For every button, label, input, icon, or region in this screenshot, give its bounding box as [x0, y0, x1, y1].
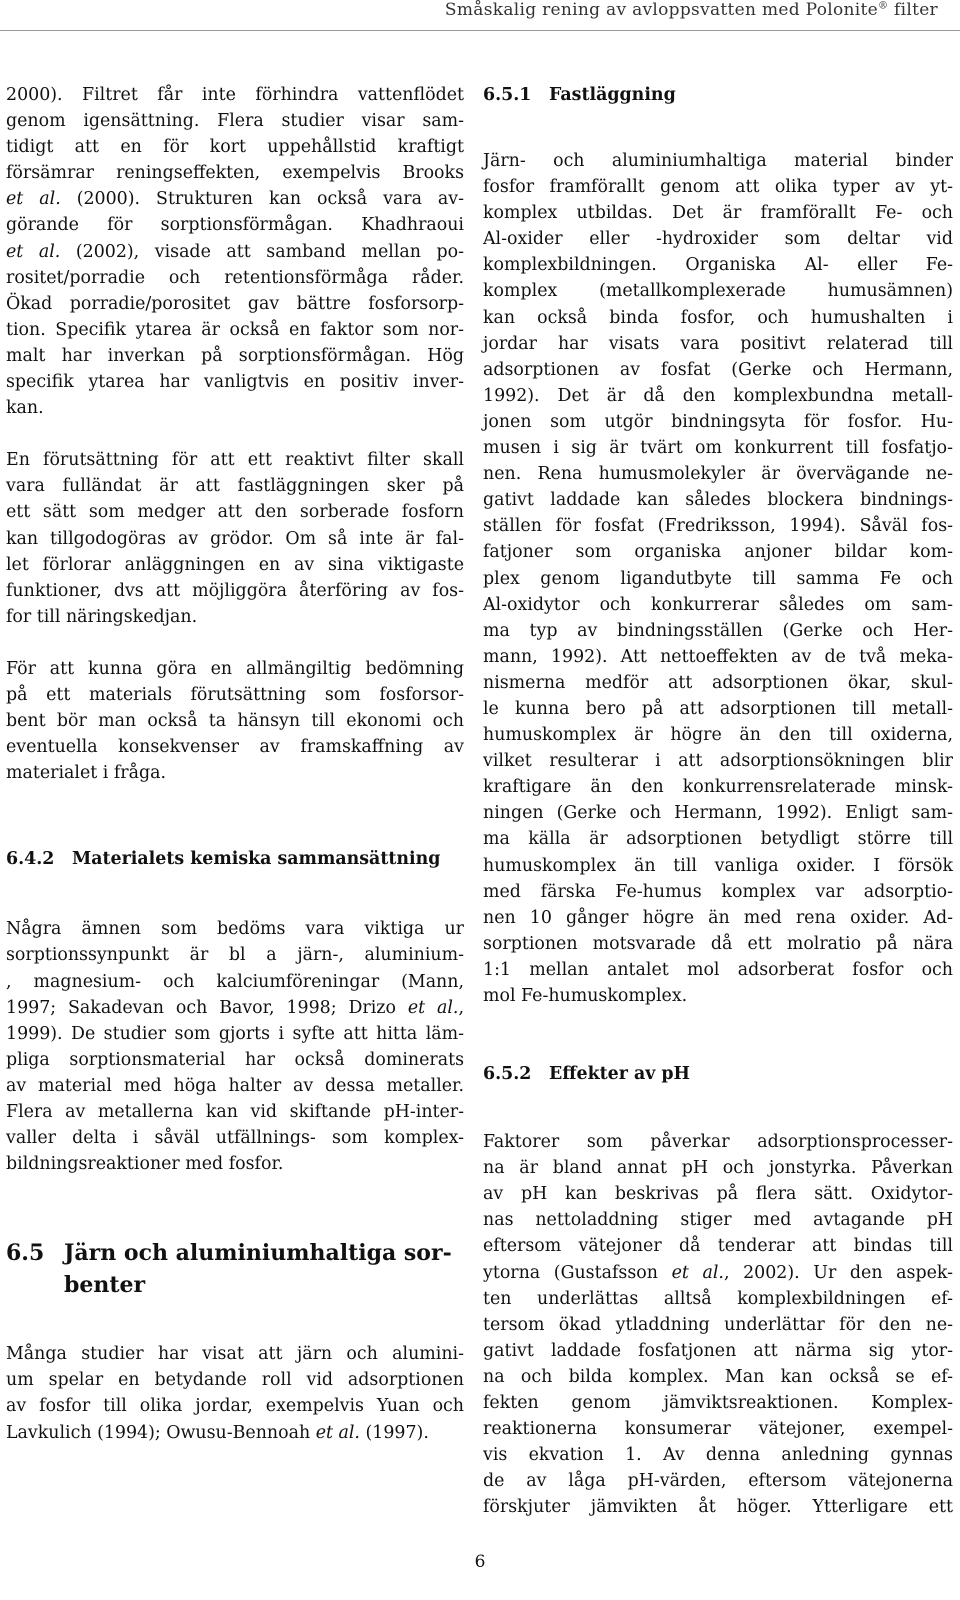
text-line: eventuella konsekvenser av framskaffning av: [6, 737, 464, 758]
text-line: funktioner, dvs att möjliggöra återföring av fos-: [6, 580, 464, 601]
text-line: genom igensättning. Flera studier visar sam-: [6, 111, 464, 132]
text-line: tion. Specifik ytarea är också en faktor som nor-: [6, 319, 464, 340]
text-line: Al-oxider eller -hydroxider som deltar vid: [483, 229, 953, 250]
paragraph-chemical-composition: [6, 916, 464, 1177]
text-line: 1999). De studier som gjorts i syfte att hitta läm-: [6, 1023, 464, 1044]
text-line: materialet i fråga.: [6, 763, 166, 784]
text-line: malt har inverkan på sorptionsförmågan. Hög: [6, 345, 464, 366]
text-line: nas nettoladdning stiger med avtagande pH: [483, 1210, 953, 1231]
text-line: na är bland annat pH och jonstyrka. Påverkan: [483, 1158, 953, 1179]
text-line: 1992). Det är då den komplexbundna metall-: [483, 385, 953, 406]
text-line: vis ekvation 1. Av denna anledning gynnas: [483, 1445, 953, 1466]
text-line: ma källa är adsorptionen betydligt större till: [483, 829, 953, 850]
text-line: ställen för fosfat (Fredriksson, 1994). Såväl fos-: [483, 516, 953, 537]
page-number: 6: [474, 1552, 486, 1572]
citation-et-al: et al.: [315, 1422, 360, 1443]
text-line: av material med höga halter av dessa metaller.: [6, 1075, 464, 1096]
text-line: kan också binda fosfor, och humushalten i: [483, 307, 953, 328]
header-rule: [0, 30, 960, 31]
text-line: komplexbildningen. Organiska Al- eller Fe-: [483, 255, 953, 276]
section-heading-6-5: [6, 1237, 464, 1301]
text-line: ten underlättas alltså komplexbildningen ef-: [483, 1288, 953, 1309]
text-line: 2000). Filtret får inte förhindra vattenflödet: [6, 85, 464, 105]
text-line: musen i sig är tvärt om konkurrent till fosfatjo-: [483, 438, 953, 459]
text-line: bent bör man också ta hänsyn till ekonomi och: [6, 711, 464, 732]
text-line: komplex utbildas. Det är framförallt Fe- och: [483, 203, 953, 224]
text-line: humuskomplex än till vanliga oxider. I försök: [483, 855, 953, 876]
text-line: le kunna bero på att adsorptionen till metall-: [483, 698, 953, 719]
paragraph-filter-structure: [6, 82, 464, 421]
text-line: ma typ av bindningsställen (Gerke och Her-: [483, 620, 953, 641]
section-number: 6.5: [6, 1240, 45, 1267]
text-line: um spelar en betydande roll vid adsorptionen: [6, 1370, 464, 1391]
text-line: bildningsreaktioner med fosfor.: [6, 1154, 284, 1175]
text-line: Ökad porradie/porositet gav bättre fosforsorp-: [6, 293, 464, 314]
section-title: Järn och aluminiumhaltiga sor-: [64, 1240, 452, 1267]
text-line: mann, 1992). Att nettoeffekten av de två meka-: [483, 646, 953, 667]
left-column: [6, 82, 464, 1446]
citation-et-al: et al.: [6, 189, 61, 210]
text-line: ett sätt som medger att den sorberade fosforn: [6, 502, 464, 523]
registered-mark: ®: [877, 0, 889, 12]
text-line: En förutsättning för att ett reaktivt filter skall: [6, 450, 464, 471]
text-line: fatjoner som organiska anjoner bildar kom-: [483, 542, 953, 563]
text-line: for till näringskedjan.: [6, 606, 198, 627]
text-line: Järn- och aluminiumhaltiga material binder: [483, 151, 953, 171]
citation-et-al: et al.: [407, 997, 459, 1018]
text-line: pliga sorptionsmaterial har också dominerats: [6, 1049, 464, 1070]
section-heading-6-5-2: [483, 1061, 953, 1087]
text-line: reaktionerna konsumerar vätejoner, exempel-: [483, 1419, 953, 1440]
section-number: 6.5.1: [483, 85, 532, 105]
text-line: jonen som utgör bindningsyta för fosfor. Hu-: [483, 411, 953, 432]
text-line: ningen (Gerke och Hermann, 1992). Enligt sam-: [483, 803, 953, 824]
text-line: de av låga pH-värden, eftersom vätejonerna: [483, 1471, 953, 1492]
header-title: Småskalig rening av avloppsvatten med Polonite: [444, 0, 878, 20]
text-line: gativt laddade fosfatjonen att närma sig ytor-: [483, 1340, 953, 1361]
text-line: valler delta i såväl utfällnings- som komplex-: [6, 1128, 464, 1149]
section-title: Effekter av pH: [549, 1064, 690, 1085]
text-line: sorptionen motsvarade då ett molratio på nära: [483, 933, 953, 954]
text-line: gativt laddade kan således blockera bindnings-: [483, 490, 953, 511]
paragraph-assessment: [6, 656, 464, 786]
citation-et-al: et al.: [6, 241, 61, 262]
text-line: 1997; Sakadevan och Bavor, 1998; Drizo et al.,: [6, 997, 464, 1018]
text-line: et al. (2000). Strukturen kan också vara av-: [6, 189, 464, 210]
paragraph-iron-aluminium: [6, 1341, 464, 1445]
text-line: kan tillgodogöras av grödor. Om så inte är fal-: [6, 528, 464, 549]
text-line: rositet/porradie och retentionsförmåga råder.: [6, 267, 464, 288]
text-line: adsorptionen av fosfat (Gerke och Hermann,: [483, 359, 953, 380]
text-line: För att kunna göra en allmängiltig bedömning: [6, 658, 464, 679]
section-heading-6-4-2: [6, 846, 464, 872]
paragraph-ph-effects: [483, 1129, 953, 1520]
text-line: fekten genom jämviktsreaktionen. Komplex-: [483, 1393, 953, 1414]
section-number: 6.4.2: [6, 849, 55, 870]
paragraph-fixation: [483, 148, 953, 1009]
text-line: mol Fe-humuskomplex.: [483, 986, 688, 1006]
text-line: humuskomplex är högre än den till oxiderna,: [483, 725, 953, 746]
text-line: på ett materials förutsättning som fosforsor-: [6, 684, 464, 705]
text-line: ytorna (Gustafsson et al., 2002). Ur den aspek-: [483, 1262, 953, 1283]
text-line: Faktorer som påverkar adsorptionsprocesser-: [483, 1132, 953, 1153]
text-line: sorptionssynpunkt är bl a järn-, aluminium-: [6, 945, 464, 966]
text-line: Några ämnen som bedöms vara viktiga ur: [6, 919, 464, 940]
citation-et-al: et al.: [671, 1262, 724, 1283]
paragraph-reactive-filter: [6, 447, 464, 630]
text-line: försämrar reningseffekten, exempelvis Brooks: [6, 163, 464, 184]
text-line: 1:1 mellan antalet mol adsorberat fosfor och: [483, 959, 953, 980]
text-line: nismerna medför att adsorptionen ökar, skul-: [483, 672, 953, 693]
text-line: let förlorar anläggningen en av sina viktigaste: [6, 554, 464, 575]
right-column: [483, 82, 953, 1521]
text-line: specifik ytarea har vanligtvis en positiv inver-: [6, 372, 464, 393]
text-line: nen. Rena humusmolekyler är övervägande ne-: [483, 464, 953, 485]
section-number: 6.5.2: [483, 1064, 532, 1085]
text-line: med färska Fe-humus komplex var adsorptio-: [483, 881, 953, 902]
text-line: Många studier har visat att järn och alumini-: [6, 1344, 464, 1365]
text-line: fosfor framförallt genom att olika typer av yt-: [483, 177, 953, 198]
text-line: kan.: [6, 398, 44, 419]
text-line: komplex (metallkomplexerade humusämnen): [483, 281, 953, 302]
text-line: tersom ökad ytladdning underlättar för den ne-: [483, 1314, 953, 1335]
text-line: nen 10 gånger högre än med rena oxider. Ad-: [483, 907, 953, 928]
text-line: vara fulländat är att fastläggningen sker på: [6, 476, 464, 497]
section-title: Fastläggning: [549, 85, 676, 105]
section-title: Materialets kemiska sammansättning: [72, 849, 441, 870]
section-heading-6-5-1: [483, 82, 953, 108]
text-line: vilket resulterar i att adsorptionsökningen blir: [483, 751, 953, 772]
text-line: eftersom vätejoner då tenderar att bindas till: [483, 1236, 953, 1257]
text-line: Al-oxidytor och konkurrerar således om sam-: [483, 594, 953, 615]
text-line: av fosfor till olika jordar, exempelvis Yuan och: [6, 1396, 464, 1417]
text-line: av pH kan beskrivas på flera sätt. Oxidytor-: [483, 1184, 953, 1205]
text-line: görande för sorptionsförmågan. Khadhraoui: [6, 215, 464, 236]
text-line: plex genom ligandutbyte till samma Fe och: [483, 568, 953, 589]
text-line: na och bilda komplex. Man kan också se ef-: [483, 1366, 953, 1387]
text-line: , magnesium- och kalciumföreningar (Mann,: [6, 971, 464, 992]
text-line: et al. (2002), visade att samband mellan po-: [6, 241, 464, 262]
text-line: förskjuter jämvikten åt höger. Ytterligare ett: [483, 1497, 953, 1518]
text-line: tidigt att en för kort uppehållstid kraftigt: [6, 137, 464, 158]
text-line: kraftigare än den konkurrensrelaterade minsk-: [483, 777, 953, 798]
text-line: Lavkulich (1994); Owusu-Bennoah et al. (1997).: [6, 1422, 429, 1443]
section-title-continued: benter: [64, 1272, 146, 1299]
text-line: jordar har visats vara positivt relaterad till: [483, 333, 953, 354]
header-title-suffix: filter: [888, 0, 938, 20]
text-line: Flera av metallerna kan vid skiftande pH-inter-: [6, 1102, 464, 1122]
running-header: [445, 0, 938, 20]
